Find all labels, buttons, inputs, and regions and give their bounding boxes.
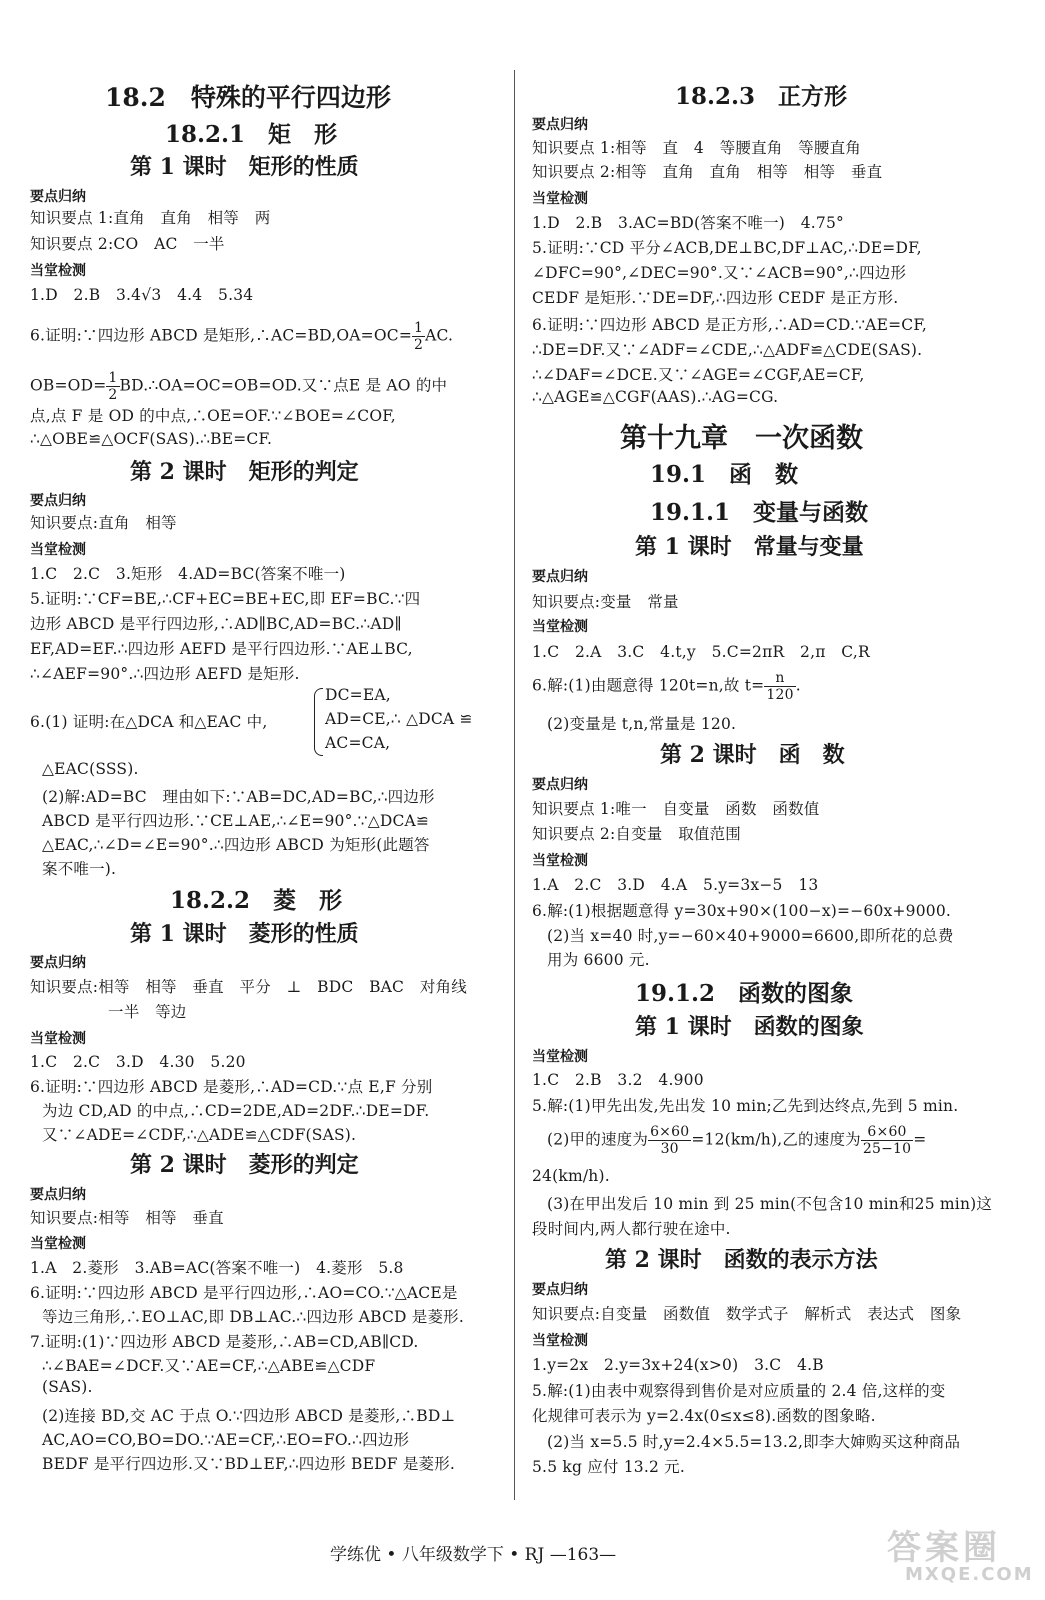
page-footer: 学练优 • 八年级数学下 • RJ —163— [330,1545,617,1565]
lesson-title: 第 1 课时 函数的图象 [635,1014,864,1040]
section-title: 19.1 函 数 [650,461,799,488]
solution-line: 5.证明:∵CF=BE,∴CF+EC=BE+EC,即 EF=BC.∵四 [30,590,421,608]
solution-line: 等边三角形,∴EO⊥AC,即 DB⊥AC.∴四边形 ABCD 是菱形. [42,1308,465,1326]
summary-label: 要点归纳 [30,955,86,971]
solution-line: 案不唯一). [42,860,117,878]
fraction: $\frac{6\times 60}{30}$ [650,1124,690,1157]
solution-line: AC,AO=CO,BO=DO.∵AE=CF,∴EO=FO.∴四边形 [42,1431,410,1449]
solution-line: 5.解:(1)甲先出发,先出发 10 min;乙先到达终点,先到 5 min. [532,1097,959,1115]
solution-line: (SAS). [42,1378,93,1396]
summary-label: 要点归纳 [30,189,86,205]
solution-line: 7.证明:(1)∵四边形 ABCD 是菱形,∴AB=CD,AB∥CD. [30,1333,419,1351]
check-label: 当堂检测 [532,1049,588,1065]
solution-line: ∴DE=DF.又∵∠ADF=∠CDE,∴△ADF≌△CDE(SAS). [532,341,923,359]
solution-line: (3)在甲出发后 10 min 到 25 min(不包含10 min和25 min)这 [547,1195,993,1213]
check-label: 当堂检测 [532,853,588,869]
equation-brace [314,688,323,756]
solution-line: ∴△OBE≌△OCF(SAS).∴BE=CF. [30,430,273,448]
answer-line: 1.C 2.C 3.矩形 4.AD=BC(答案不唯一) [30,565,346,583]
solution-line: ∴△AGE≌△CGF(AAS).∴AG=CG. [532,388,779,406]
column-divider [514,70,515,1500]
lesson-title: 第 2 课时 函数的表示方法 [605,1247,878,1273]
fraction: $\frac{6\times 60}{25-10}$ [862,1124,912,1157]
summary-label: 要点归纳 [532,777,588,793]
solution-line: 6.证明:∵四边形 ABCD 是菱形,∴AD=CD.∵点 E,F 分别 [30,1078,433,1096]
solution-line: ∴∠AEF=90°.∴四边形 AEFD 是矩形. [30,665,300,683]
summary-label: 要点归纳 [30,493,86,509]
fraction: $\frac{1}{2}$ [414,320,424,353]
answer-line: 1.D 2.B 3.AC=BD(答案不唯一) 4.75° [532,214,844,232]
solution-line: 为边 CD,AD 的中点,∴CD=2DE,AD=2DF.∴DE=DF. [42,1102,430,1120]
solution-line: 6.证明:∵四边形 ABCD 是平行四边形,∴AO=CO.∵△ACE是 [30,1284,458,1302]
fraction: $\frac{1}{2}$ [108,370,118,403]
solution-line: (2)变量是 t,n,常量是 120. [547,715,737,733]
answer-line: 1.C 2.C 3.D 4.30 5.20 [30,1053,246,1071]
solution-line: BEDF 是平行四边形.又∵BD⊥EF,∴四边形 BEDF 是菱形. [42,1455,456,1473]
check-label: 当堂检测 [30,1236,86,1252]
equation-line: DC=EA, [325,686,391,704]
subsection-title: 18.2.2 菱 形 [170,887,343,914]
solution-line: 6.证明:∵四边形 ABCD 是矩形,∴AC=BD,OA=OC= $\frac{1}{2}$ AC. [30,320,454,353]
lesson-title: 第 1 课时 菱形的性质 [130,921,359,947]
check-label: 当堂检测 [30,1031,86,1047]
solution-line: ∠DFC=90°,∠DEC=90°.又∵∠ACB=90°,∴四边形 [532,264,907,282]
knowledge-point: 知识要点 1:直角 直角 相等 两 [30,209,271,227]
solution-line: 6.解:(1)根据题意得 y=30x+90×(100−x)=−60x+9000. [532,902,952,920]
solution-line: (2)当 x=5.5 时,y=2.4×5.5=13.2,即李大婶购买这种商品 [547,1433,961,1451]
watermark-text: 答案圈 [887,1528,1001,1568]
knowledge-point: 知识要点 2:CO AC 一半 [30,235,225,253]
lesson-title: 第 2 课时 函 数 [660,742,845,768]
knowledge-point: 知识要点:相等 相等 垂直 平分 ⊥ BDC BAC 对角线 [30,978,467,996]
chapter-title: 第十九章 一次函数 [620,423,863,454]
equation-line: AD=CE,∴ △DCA ≌ [325,710,473,728]
check-label: 当堂检测 [532,1333,588,1349]
knowledge-point: 知识要点 1:唯一 自变量 函数 函数值 [532,800,820,818]
knowledge-point: 知识要点 2:相等 直角 直角 相等 相等 垂直 [532,163,883,181]
solution-line: (2)当 x=40 时,y=−60×40+9000=6600,即所花的总费 [547,927,954,945]
subsection-title: 18.2.3 正方形 [675,83,848,110]
answer-line: 1.A 2.菱形 3.AB=AC(答案不唯一) 4.菱形 5.8 [30,1259,404,1277]
solution-line: △EAC,∴∠D=∠E=90°.∴四边形 ABCD 为矩形(此题答 [42,836,430,854]
lesson-title: 第 1 课时 常量与变量 [635,534,864,560]
answer-line: 1.D 2.B 3.4√3 4.4 5.34 [30,286,254,304]
lesson-title: 第 2 课时 菱形的判定 [130,1152,359,1178]
solution-line: 5.证明:∵CD 平分∠ACB,DE⊥BC,DF⊥AC,∴DE=DF, [532,239,922,257]
solution-line: 24(km/h). [532,1167,610,1185]
fraction: $\frac{n}{120}$ [766,670,794,703]
solution-line: 段时间内,两人都行驶在途中. [532,1220,731,1238]
summary-label: 要点归纳 [30,1187,86,1203]
knowledge-point: 知识要点:直角 相等 [30,514,177,532]
solution-line: 5.解:(1)由表中观察得到售价是对应质量的 2.4 倍,这样的变 [532,1382,946,1400]
answer-line: 1.A 2.C 3.D 4.A 5.y=3x−5 13 [532,876,819,894]
subsection-title: 19.1.1 变量与函数 [650,499,869,526]
watermark-logo [857,1520,1034,1590]
check-label: 当堂检测 [30,542,86,558]
knowledge-point: 知识要点:变量 常量 [532,593,679,611]
solution-line: 化规律可表示为 y=2.4x(0≤x≤8).函数的图象略. [532,1407,876,1425]
solution-line: (2)解:AD=BC 理由如下:∵AB=DC,AD=BC,∴四边形 [42,788,435,806]
solution-line: 6.(1) 证明:在△DCA 和△EAC 中, [30,713,268,731]
knowledge-point: 知识要点:自变量 函数值 数学式子 解析式 表达式 图象 [532,1305,962,1323]
summary-label: 要点归纳 [532,569,588,585]
solution-line: 点,点 F 是 OD 的中点,∴OE=OF.∵∠BOE=∠COF, [30,407,396,425]
summary-label: 要点归纳 [532,1282,588,1298]
answer-line: 1.y=2x 2.y=3x+24(x>0) 3.C 4.B [532,1356,824,1374]
knowledge-point: 知识要点:相等 相等 垂直 [30,1209,224,1227]
check-label: 当堂检测 [532,191,588,207]
solution-line: 用为 6600 元. [547,951,650,969]
solution-line: 6.证明:∵四边形 ABCD 是正方形,∴AD=CD.∵AE=CF, [532,316,928,334]
section-title: 18.2 特殊的平行四边形 [105,83,391,112]
knowledge-point: 知识要点 1:相等 直 4 等腰直角 等腰直角 [532,139,861,157]
solution-line: EF,AD=EF.∴四边形 AEFD 是平行四边形.∵AE⊥BC, [30,640,413,658]
solution-line: 5.5 kg 应付 13.2 元. [532,1458,686,1476]
subsection-title: 18.2.1 矩 形 [165,121,338,148]
solution-line: ABCD 是平行四边形.∵CE⊥AE,∴∠E=90°.∵△DCA≌ [42,812,430,830]
solution-line: △EAC(SSS). [42,760,139,778]
knowledge-point: 知识要点 2:自变量 取值范围 [532,825,742,843]
subsection-title: 19.1.2 函数的图象 [635,980,854,1007]
solution-line: OB=OD= $\frac{1}{2}$ BD.∴OA=OC=OB=OD.又∵点E 是 AO 的中 [30,370,448,403]
equation-line: AC=CA, [325,734,391,752]
solution-line: CEDF 是矩形.∵DE=DF,∴四边形 CEDF 是正方形. [532,289,899,307]
solution-line: (2)连接 BD,交 AC 于点 O.∵四边形 ABCD 是菱形,∴BD⊥ [42,1407,456,1425]
check-label: 当堂检测 [532,619,588,635]
watermark-url: MXQE.COM [905,1564,1034,1585]
answer-line: 1.C 2.A 3.C 4.t,y 5.C=2πR 2,π C,R [532,643,870,661]
solution-line: 又∵∠ADE=∠CDF,∴△ADE≌△CDF(SAS). [42,1126,357,1144]
solution-line: ∴∠BAE=∠DCF.又∵AE=CF,∴△ABE≌△CDF [42,1357,376,1375]
solution-line: 边形 ABCD 是平行四边形,∴AD∥BC,AD=BC.∴AD∥ [30,615,402,633]
lesson-title: 第 1 课时 矩形的性质 [130,154,359,180]
knowledge-point: 一半 等边 [108,1003,187,1021]
solution-line: 6.解:(1)由题意得 120t=n,故 t= $\frac{n}{120}$ . [532,670,801,703]
solution-line: ∴∠DAF=∠DCE.又∵∠AGE=∠CGF,AE=CF, [532,366,865,384]
summary-label: 要点归纳 [532,117,588,133]
answer-line: 1.C 2.B 3.2 4.900 [532,1071,704,1089]
solution-line: (2)甲的速度为 $\frac{6\times 60}{30}$ =12(km/h),乙的速度为 $\frac{6\times 60}{25-10}$ = [547,1124,927,1157]
lesson-title: 第 2 课时 矩形的判定 [130,459,359,485]
check-label: 当堂检测 [30,263,86,279]
